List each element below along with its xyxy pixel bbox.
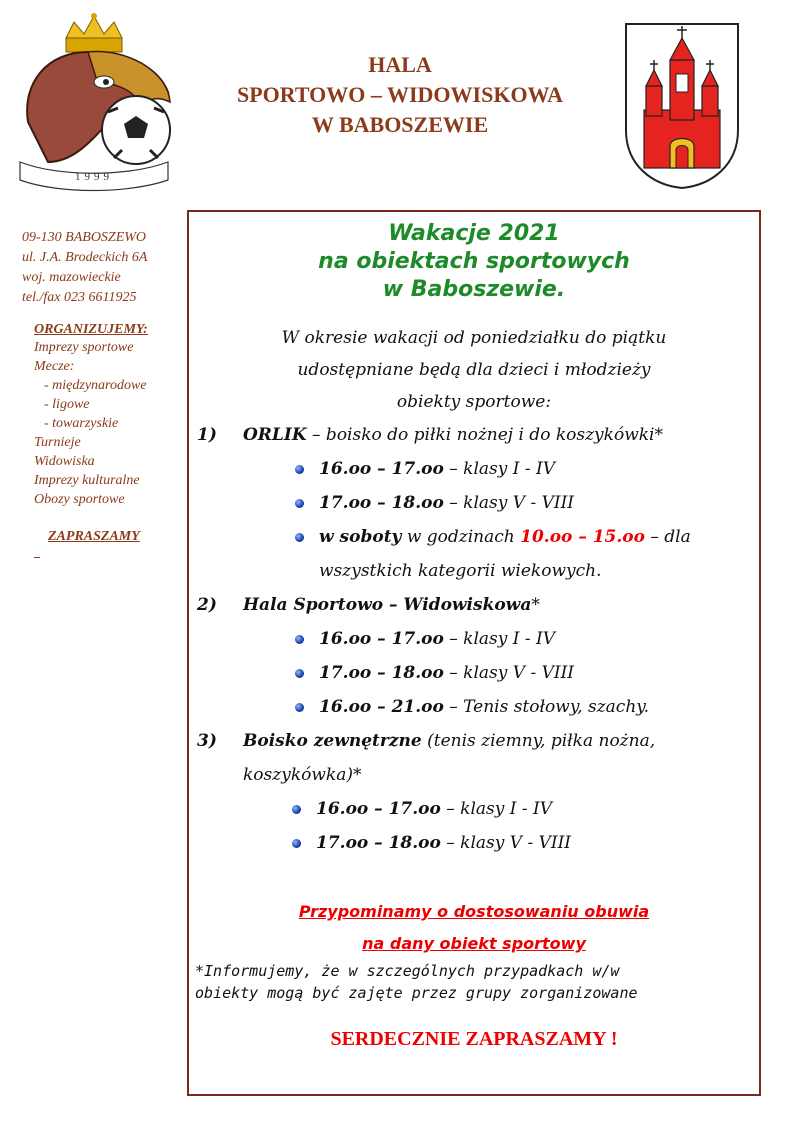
section-outdoor xyxy=(189,724,759,792)
address-line: woj. mazowieckie xyxy=(22,270,121,285)
bullet-icon xyxy=(295,499,304,508)
saturday-continuation: wszystkich kategorii wiekowych. xyxy=(319,561,602,581)
list-item xyxy=(189,656,759,690)
header-line-3: W BABOSZEWIE xyxy=(311,112,489,137)
time-range: 16.oo – 21.oo xyxy=(319,697,444,717)
list-item: Widowiska xyxy=(34,454,95,469)
bullet-icon xyxy=(295,635,304,644)
facility-desc-cont: koszykówka)* xyxy=(243,765,362,785)
address-line: ul. J.A. Brodeckich 6A xyxy=(22,250,148,265)
intro-line: W okresie wakacji od poniedziałku do piątku xyxy=(281,328,667,348)
title-line: na obiektach sportowych xyxy=(318,249,630,274)
reminder-line: na dany obiekt sportowy xyxy=(362,934,586,953)
header-line-1: HALA xyxy=(368,52,432,77)
note-line: obiekty mogą być zajęte przez grupy zorganizowane xyxy=(195,984,638,1002)
intro-line: obiekty sportowe: xyxy=(396,392,552,412)
bullet-icon xyxy=(292,805,301,814)
list-item xyxy=(189,690,759,724)
saturday-hours: 10.oo – 15.oo xyxy=(520,527,645,547)
list-item xyxy=(189,520,759,554)
bullet-icon xyxy=(295,669,304,678)
list-item xyxy=(189,826,759,860)
bullet-icon xyxy=(295,703,304,712)
time-desc: – Tenis stołowy, szachy. xyxy=(443,697,650,717)
reminder-line: Przypominamy o dostosowaniu obuwia xyxy=(298,902,650,921)
time-desc: – klasy I - IV xyxy=(443,459,556,479)
organize-list xyxy=(34,338,182,509)
facility-desc: (tenis ziemny, piłka nożna, xyxy=(421,731,656,751)
list-item xyxy=(189,622,759,656)
list-item: - towarzyskie xyxy=(44,416,119,431)
intro-line: udostępniane będą dla dzieci i młodzieży xyxy=(297,360,651,380)
section-number: 1) xyxy=(197,425,217,445)
section-hall xyxy=(189,588,759,622)
section-orlik xyxy=(189,418,759,452)
organize-heading: ORGANIZUJEMY: xyxy=(34,322,148,337)
sidebar xyxy=(22,228,182,558)
time-range: 17.oo – 18.oo xyxy=(319,493,444,513)
address-block xyxy=(22,228,182,308)
time-range: 16.oo – 17.oo xyxy=(319,629,444,649)
list-item: Obozy sportowe xyxy=(34,492,125,507)
title-line: Wakacje 2021 xyxy=(388,221,560,246)
time-desc: – dla xyxy=(644,527,691,547)
facility-desc: * xyxy=(531,595,540,615)
facility-name: Boisko zewnętrzne xyxy=(243,731,422,751)
crown-icon xyxy=(66,13,122,52)
club-logo xyxy=(18,12,174,192)
address-line: 09-130 BABOSZEWO xyxy=(22,230,147,245)
logo-year: 1999 xyxy=(75,171,113,183)
list-item xyxy=(189,452,759,486)
footwear-reminder xyxy=(189,896,759,960)
coat-of-arms-icon xyxy=(622,20,742,190)
main-notice xyxy=(187,210,761,1096)
bullet-icon xyxy=(295,533,304,542)
title-line: w Baboszewie. xyxy=(382,277,566,302)
closing-invitation: SERDECZNIE ZAPRASZAMY ! xyxy=(330,1028,618,1050)
time-range: 17.oo – 18.oo xyxy=(316,833,441,853)
bullet-icon xyxy=(292,839,301,848)
note-line: *Informujemy, że w szczególnych przypadkach w/w xyxy=(195,962,620,980)
divider xyxy=(34,549,40,558)
bullet-icon xyxy=(295,465,304,474)
notice-title xyxy=(189,220,759,304)
intro-text xyxy=(189,322,759,418)
list-item: Turnieje xyxy=(34,435,81,450)
saturday-label: w soboty xyxy=(319,527,402,547)
time-desc: – klasy V - VIII xyxy=(440,833,572,853)
facility-desc: – boisko do piłki nożnej i do koszykówki* xyxy=(306,425,663,445)
time-desc: w godzinach xyxy=(401,527,521,547)
time-range: 17.oo – 18.oo xyxy=(319,663,444,683)
list-item xyxy=(189,792,759,826)
time-desc: – klasy V - VIII xyxy=(443,493,575,513)
header-line-2: SPORTOWO – WIDOWISKOWA xyxy=(236,82,564,107)
page-header xyxy=(180,50,620,140)
section-number: 2) xyxy=(197,595,217,615)
invite-link[interactable]: ZAPRASZAMY xyxy=(48,529,140,544)
time-range: 16.oo – 17.oo xyxy=(319,459,444,479)
list-item: - ligowe xyxy=(44,397,90,412)
time-range: 16.oo – 17.oo xyxy=(316,799,441,819)
occupancy-note xyxy=(189,960,759,1004)
facility-name: ORLIK xyxy=(243,425,307,445)
list-item: - międzynarodowe xyxy=(44,378,147,393)
list-item: Mecze: xyxy=(34,359,75,374)
section-number: 3) xyxy=(197,731,217,751)
facility-name: Hala Sportowo – Widowiskowa xyxy=(243,595,532,615)
address-line: tel./fax 023 6611925 xyxy=(22,290,137,305)
list-item xyxy=(189,486,759,520)
time-desc: – klasy V - VIII xyxy=(443,663,575,683)
football-icon xyxy=(102,96,170,164)
list-item: Imprezy sportowe xyxy=(34,340,134,355)
list-item: Imprezy kulturalne xyxy=(34,473,140,488)
time-desc: – klasy I - IV xyxy=(440,799,553,819)
time-desc: – klasy I - IV xyxy=(443,629,556,649)
